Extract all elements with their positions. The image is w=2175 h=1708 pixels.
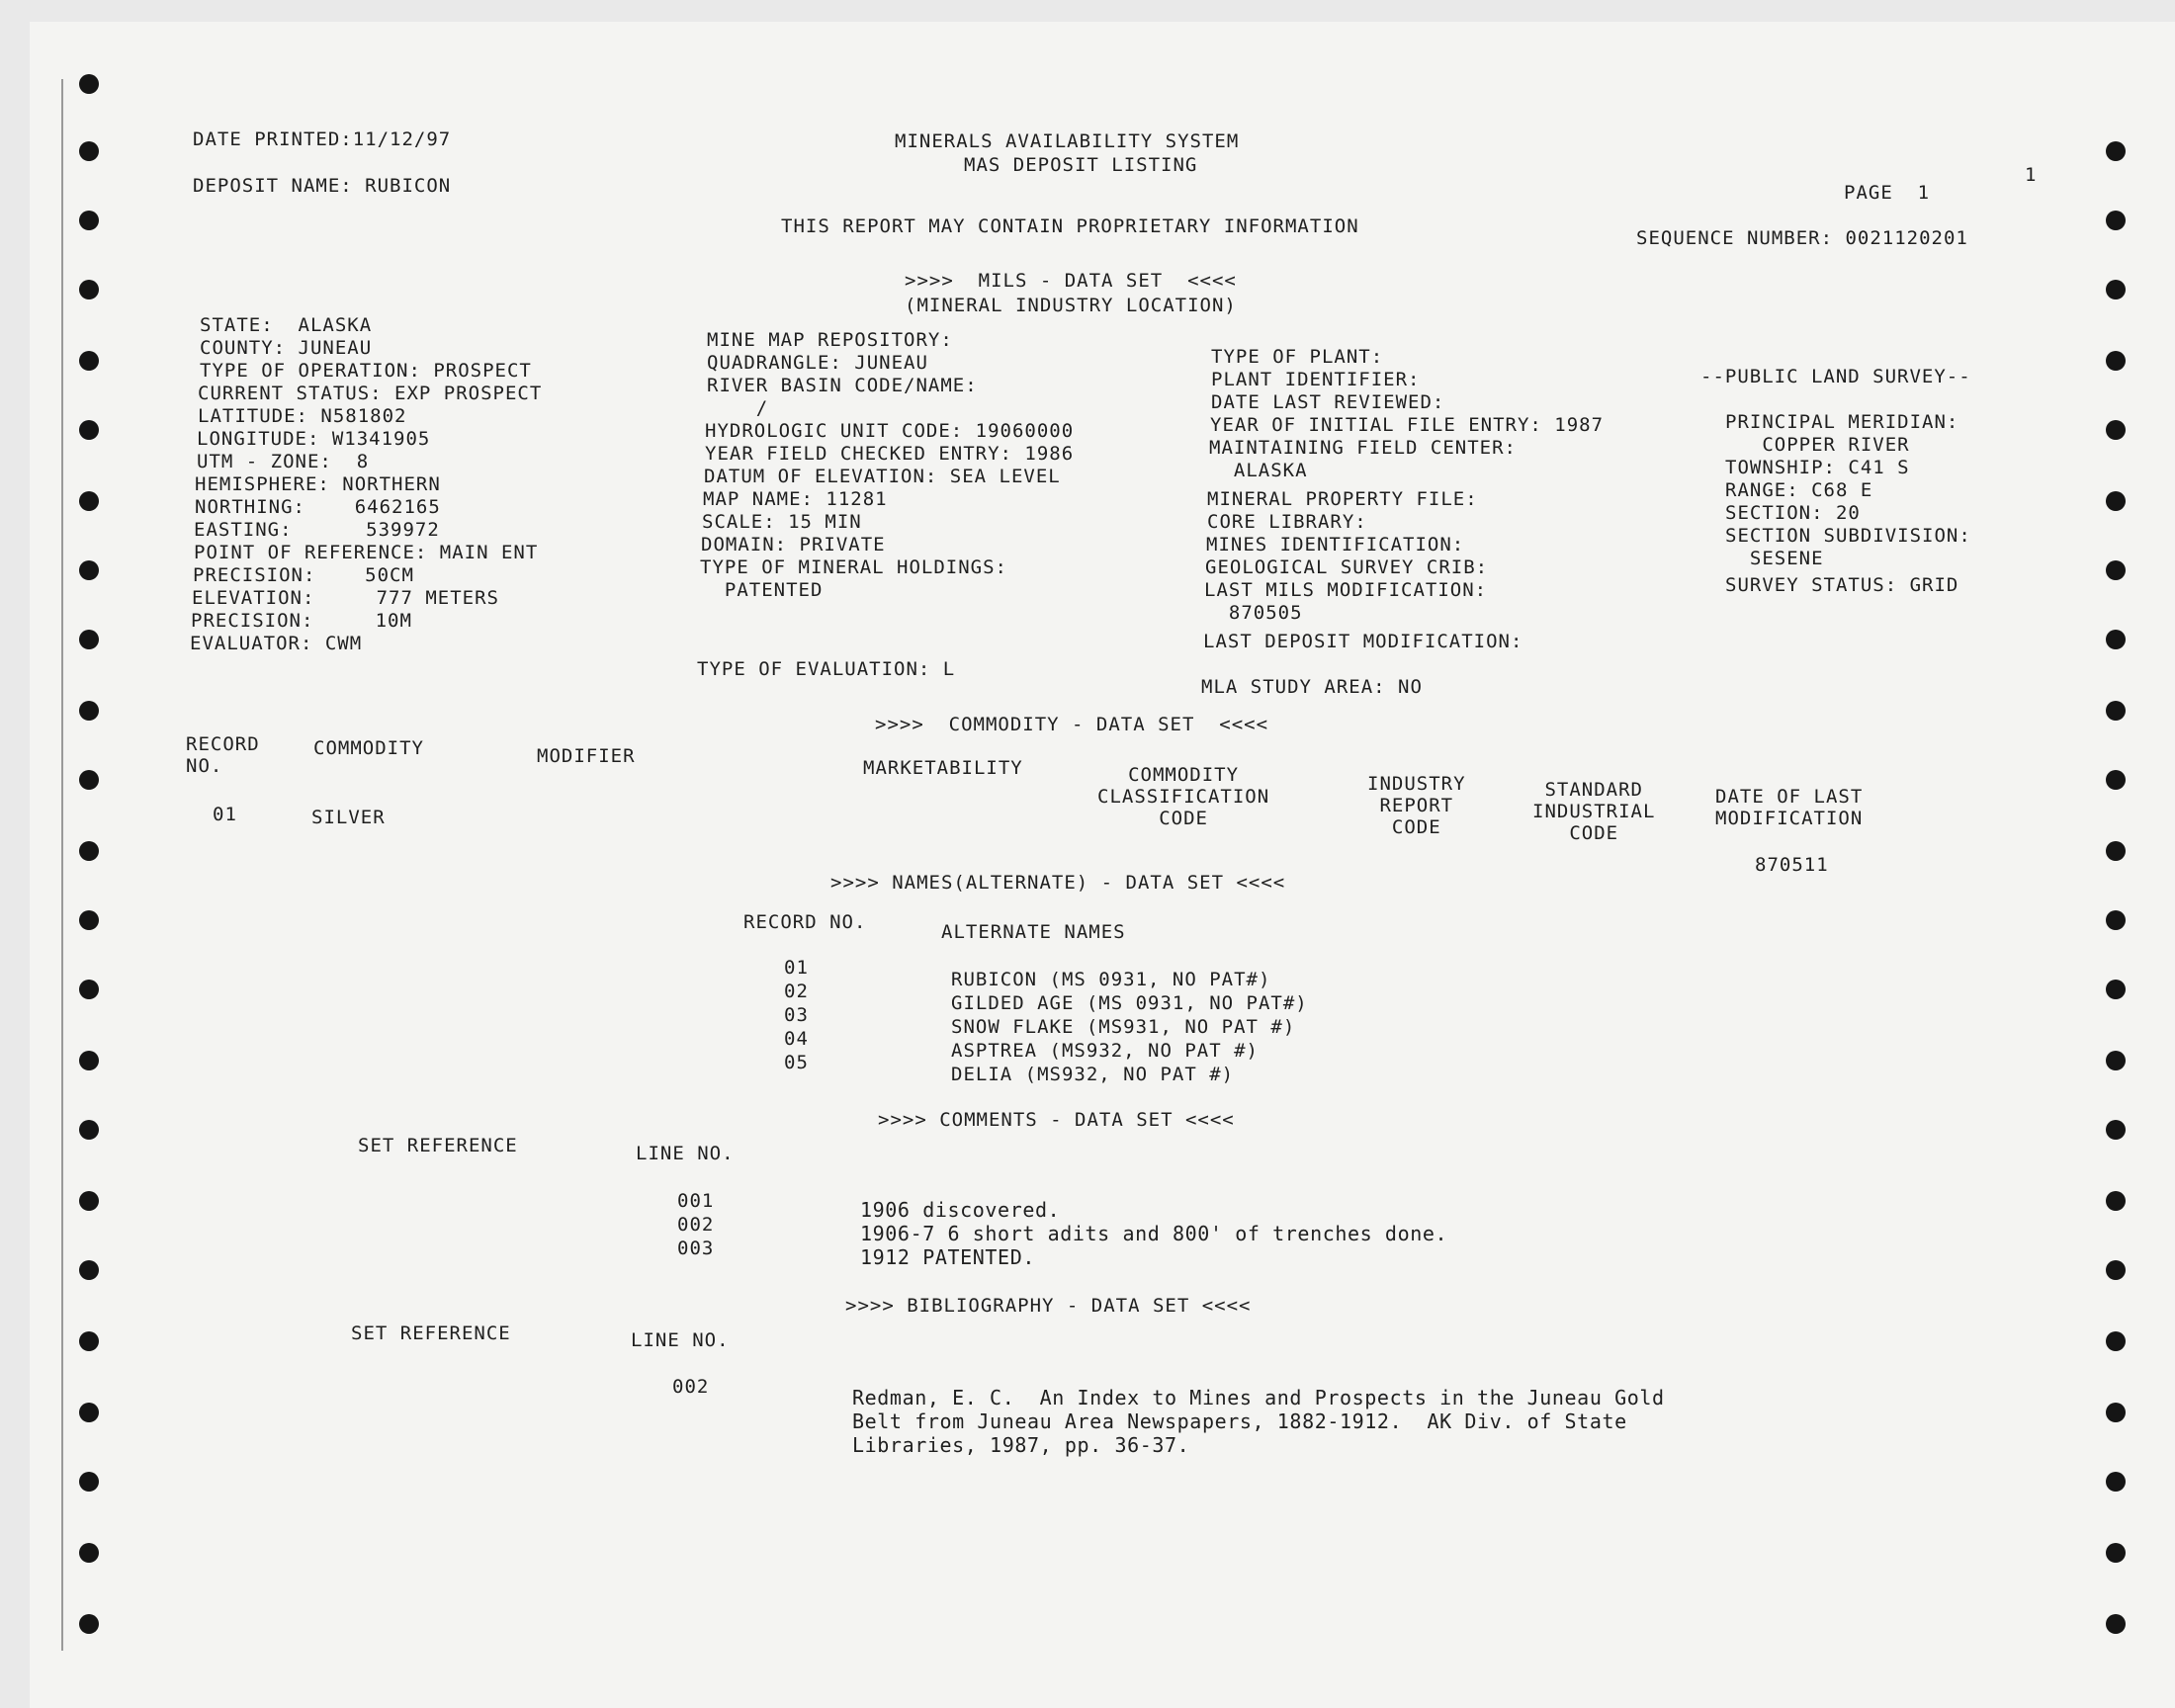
perforation-line: [61, 79, 63, 1651]
mils-left-line: POINT OF REFERENCE: MAIN ENT: [194, 542, 539, 563]
mils-heading: >>>> MILS - DATA SET <<<<: [905, 270, 1237, 292]
bibliography-heading: >>>> BIBLIOGRAPHY - DATA SET <<<<: [845, 1295, 1252, 1317]
mils-left-line: TYPE OF OPERATION: PROSPECT: [200, 360, 532, 382]
names-heading: >>>> NAMES(ALTERNATE) - DATA SET <<<<: [830, 872, 1286, 894]
comment-text: 1906-7 6 short adits and 800' of trenches done.: [860, 1222, 1448, 1245]
tractor-hole-icon: [79, 1120, 99, 1140]
tractor-hole-icon: [79, 1543, 99, 1563]
tractor-hole-icon: [79, 630, 99, 649]
mils-left-line: EASTING: 539972: [194, 519, 440, 541]
page-number-handwritten: 1: [2025, 164, 2038, 186]
mils-right-line: LAST MILS MODIFICATION:: [1204, 579, 1488, 601]
land-survey-line: --PUBLIC LAND SURVEY--: [1700, 366, 1971, 387]
bibliography-line-number: 002: [672, 1376, 710, 1398]
bibliography-text: Redman, E. C. An Index to Mines and Prospects in the Juneau Gold Belt from Juneau Area Newspapers, 1882-1912. AK Div. of State Libraries, 1987, pp. 36-37.: [852, 1386, 1665, 1457]
mils-left-line: PRECISION: 50CM: [193, 564, 414, 586]
names-col-names: ALTERNATE NAMES: [941, 921, 1126, 943]
tractor-hole-icon: [79, 1472, 99, 1492]
bibliography-col-line: LINE NO.: [631, 1329, 730, 1351]
alternate-name: RUBICON (MS 0931, NO PAT#): [951, 969, 1271, 990]
tractor-hole-icon: [2106, 280, 2126, 299]
system-title: MINERALS AVAILABILITY SYSTEM: [895, 130, 1240, 152]
alternate-name: DELIA (MS932, NO PAT #): [951, 1064, 1235, 1085]
mils-middle-line: QUADRANGLE: JUNEAU: [707, 352, 928, 374]
tractor-hole-icon: [79, 1191, 99, 1211]
mils-middle-line: TYPE OF MINERAL HOLDINGS:: [700, 556, 1007, 578]
mils-middle-line: MAP NAME: 11281: [703, 488, 888, 510]
tractor-hole-icon: [2106, 351, 2126, 371]
date-printed: DATE PRINTED:11/12/97: [193, 128, 452, 150]
commodity-row-date: 870511: [1755, 854, 1829, 876]
tractor-hole-icon: [2106, 420, 2126, 440]
land-survey-line: COPPER RIVER: [1725, 434, 1910, 456]
mils-middle-line: /: [707, 397, 769, 419]
mils-left-line: LATITUDE: N581802: [198, 405, 407, 427]
mils-right-line: MINERAL PROPERTY FILE:: [1207, 488, 1478, 510]
land-survey-line: PRINCIPAL MERIDIAN:: [1725, 411, 1959, 433]
tractor-hole-icon: [2106, 1403, 2126, 1422]
mla-study-area: MLA STUDY AREA: NO: [1201, 676, 1423, 698]
tractor-hole-icon: [2106, 1614, 2126, 1634]
comment-text: 1906 discovered.: [860, 1198, 1061, 1222]
tractor-hole-icon: [79, 980, 99, 999]
mils-left-line: CURRENT STATUS: EXP PROSPECT: [198, 383, 543, 404]
commodity-col-record: RECORD NO.: [186, 733, 260, 777]
tractor-hole-icon: [79, 74, 99, 94]
sequence-number: SEQUENCE NUMBER: 0021120201: [1636, 227, 1968, 249]
comment-line-number: 003: [677, 1238, 715, 1259]
mils-middle-line: YEAR FIELD CHECKED ENTRY: 1986: [705, 443, 1075, 465]
commodity-col-modifier: MODIFIER: [537, 745, 636, 767]
names-col-record: RECORD NO.: [743, 911, 867, 933]
tractor-hole-icon: [2106, 1543, 2126, 1563]
tractor-hole-icon: [2106, 1260, 2126, 1280]
tractor-hole-icon: [79, 910, 99, 930]
comment-text: 1912 PATENTED.: [860, 1245, 1035, 1269]
mils-subheading: (MINERAL INDUSTRY LOCATION): [905, 295, 1237, 316]
commodity-col-sic: STANDARD INDUSTRIAL CODE: [1532, 779, 1656, 844]
names-record: 04: [784, 1028, 809, 1050]
tractor-hole-icon: [2106, 701, 2126, 721]
mils-middle-line: MINE MAP REPOSITORY:: [707, 329, 953, 351]
tractor-hole-icon: [2106, 211, 2126, 230]
tractor-hole-icon: [2106, 1120, 2126, 1140]
names-record: 02: [784, 981, 809, 1002]
mils-left-line: PRECISION: 10M: [191, 610, 412, 632]
comments-col-set: SET REFERENCE: [358, 1135, 518, 1156]
tractor-hole-icon: [2106, 1051, 2126, 1070]
alternate-name: SNOW FLAKE (MS931, NO PAT #): [951, 1016, 1296, 1038]
land-survey-line: TOWNSHIP: C41 S: [1725, 457, 1910, 478]
mils-right-line: MAINTAINING FIELD CENTER:: [1209, 437, 1517, 459]
commodity-heading: >>>> COMMODITY - DATA SET <<<<: [875, 714, 1269, 735]
names-record: 05: [784, 1052, 809, 1073]
tractor-hole-icon: [79, 560, 99, 580]
mils-left-line: STATE: ALASKA: [200, 314, 373, 336]
comments-col-line: LINE NO.: [636, 1143, 735, 1164]
tractor-hole-icon: [2106, 630, 2126, 649]
tractor-hole-icon: [79, 351, 99, 371]
mils-left-line: ELEVATION: 777 METERS: [192, 587, 499, 609]
mils-right-line: PLANT IDENTIFIER:: [1211, 369, 1421, 390]
mils-right-line: TYPE OF PLANT:: [1211, 346, 1384, 368]
alternate-name: GILDED AGE (MS 0931, NO PAT#): [951, 992, 1308, 1014]
mils-right-line: 870505: [1204, 602, 1303, 624]
deposit-name: DEPOSIT NAME: RUBICON: [193, 175, 452, 197]
names-record: 03: [784, 1004, 809, 1026]
right-tractor-holes: [2106, 0, 2145, 1686]
commodity-col-commodity: COMMODITY: [313, 737, 424, 759]
mils-right-line: MINES IDENTIFICATION:: [1206, 534, 1465, 555]
alternate-name: ASPTREA (MS932, NO PAT #): [951, 1040, 1259, 1062]
tractor-hole-icon: [79, 1331, 99, 1351]
listing-title: MAS DEPOSIT LISTING: [964, 154, 1198, 176]
comment-line-number: 002: [677, 1214, 715, 1236]
tractor-hole-icon: [79, 1614, 99, 1634]
mils-right-line: DATE LAST REVIEWED:: [1211, 391, 1445, 413]
tractor-hole-icon: [79, 491, 99, 511]
mils-middle-line: DOMAIN: PRIVATE: [701, 534, 886, 555]
mils-left-line: HEMISPHERE: NORTHERN: [195, 473, 441, 495]
mils-right-line: LAST DEPOSIT MODIFICATION:: [1203, 631, 1523, 652]
tractor-hole-icon: [2106, 841, 2126, 861]
land-survey-line: SECTION: 20: [1725, 502, 1861, 524]
tractor-hole-icon: [79, 841, 99, 861]
mils-right-line: YEAR OF INITIAL FILE ENTRY: 1987: [1210, 414, 1605, 436]
commodity-row-commodity: SILVER: [311, 807, 386, 828]
names-record: 01: [784, 957, 809, 979]
land-survey-line: SECTION SUBDIVISION:: [1725, 525, 1971, 547]
mils-left-line: LONGITUDE: W1341905: [197, 428, 431, 450]
commodity-col-date: DATE OF LAST MODIFICATION: [1715, 786, 1864, 829]
commodity-col-classification: COMMODITY CLASSIFICATION CODE: [1097, 764, 1270, 829]
type-of-evaluation: TYPE OF EVALUATION: L: [697, 658, 956, 680]
tractor-hole-icon: [79, 211, 99, 230]
tractor-hole-icon: [79, 141, 99, 161]
tractor-hole-icon: [79, 770, 99, 790]
commodity-row-record: 01: [213, 804, 237, 825]
mils-right-line: ALASKA: [1209, 460, 1308, 481]
tractor-hole-icon: [2106, 1191, 2126, 1211]
tractor-hole-icon: [79, 280, 99, 299]
mils-middle-line: PATENTED: [700, 579, 824, 601]
bibliography-col-set: SET REFERENCE: [351, 1323, 511, 1344]
commodity-col-marketability: MARKETABILITY: [863, 757, 1023, 779]
mils-middle-line: DATUM OF ELEVATION: SEA LEVEL: [704, 466, 1061, 487]
tractor-hole-icon: [79, 420, 99, 440]
mils-left-line: NORTHING: 6462165: [195, 496, 441, 518]
mils-left-line: UTM - ZONE: 8: [197, 451, 370, 472]
land-survey-line: SESENE: [1725, 548, 1824, 569]
mils-left-line: EVALUATOR: CWM: [190, 633, 363, 654]
left-tractor-holes: [79, 0, 119, 1686]
land-survey-line: RANGE: C68 E: [1725, 479, 1873, 501]
tractor-hole-icon: [2106, 1331, 2126, 1351]
proprietary-notice: THIS REPORT MAY CONTAIN PROPRIETARY INFORMATION: [781, 215, 1359, 237]
tractor-hole-icon: [2106, 1472, 2126, 1492]
tractor-hole-icon: [79, 1051, 99, 1070]
tractor-hole-icon: [2106, 770, 2126, 790]
mils-middle-line: RIVER BASIN CODE/NAME:: [707, 375, 978, 396]
commodity-col-industry: INDUSTRY REPORT CODE: [1367, 773, 1466, 838]
land-survey-line: SURVEY STATUS: GRID: [1725, 574, 1959, 596]
mils-middle-line: HYDROLOGIC UNIT CODE: 19060000: [705, 420, 1075, 442]
comment-line-number: 001: [677, 1190, 715, 1212]
mils-right-line: GEOLOGICAL SURVEY CRIB:: [1205, 556, 1489, 578]
tractor-hole-icon: [2106, 491, 2126, 511]
tractor-hole-icon: [79, 701, 99, 721]
tractor-hole-icon: [2106, 141, 2126, 161]
page-label: PAGE 1: [1844, 182, 1931, 204]
mils-left-line: COUNTY: JUNEAU: [200, 337, 373, 359]
tractor-hole-icon: [79, 1260, 99, 1280]
mils-right-line: CORE LIBRARY:: [1207, 511, 1367, 533]
tractor-hole-icon: [2106, 980, 2126, 999]
tractor-hole-icon: [2106, 910, 2126, 930]
tractor-hole-icon: [79, 1403, 99, 1422]
tractor-hole-icon: [2106, 560, 2126, 580]
mils-middle-line: SCALE: 15 MIN: [702, 511, 862, 533]
comments-heading: >>>> COMMENTS - DATA SET <<<<: [878, 1109, 1235, 1131]
